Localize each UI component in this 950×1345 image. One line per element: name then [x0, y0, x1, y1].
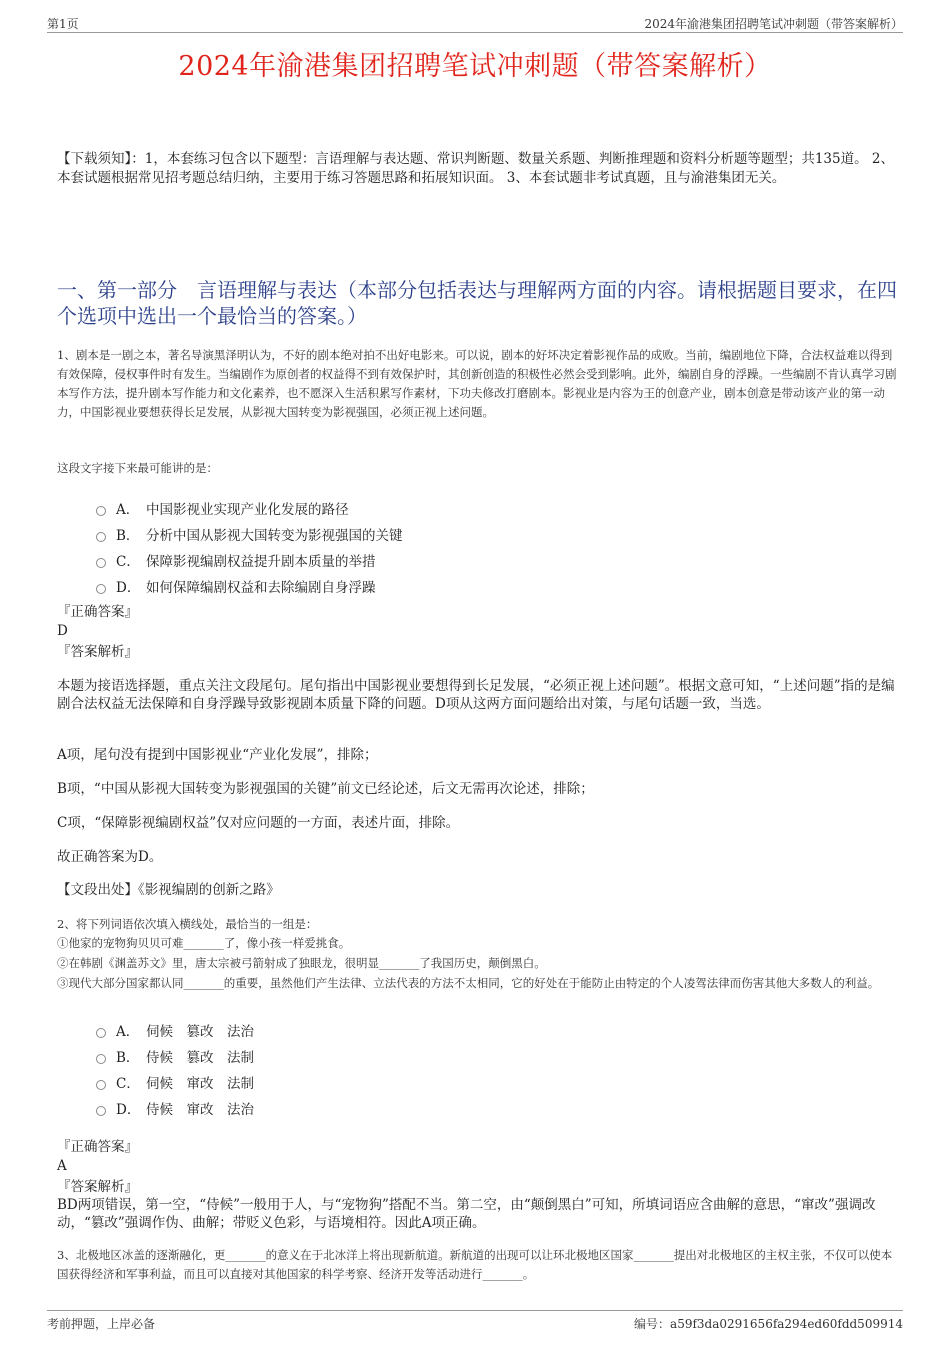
- download-notice: 【下载须知】：1，本套练习包含以下题型：言语理解与表达题、常识判断题、数量关系题、判断推理题和资料分析题等题型；共135道。 2、本套试题根据常见招考题总结归纳，主要用于练习答题思路和拓展知识面。 3、本套试题非考试真题，且与渝港集团无关。: [57, 151, 894, 186]
- page-header: [47, 14, 903, 33]
- radio-icon[interactable]: [96, 584, 106, 594]
- q2-line-2: ②在韩剧《渊盖苏文》里，唐太宗被弓箭射成了独眼龙，很明显_______了我国历史，颠倒黑白。: [57, 956, 546, 970]
- header-doc-title: 2024年渝港集团招聘笔试冲刺题（带答案解析）: [644, 17, 903, 31]
- radio-icon[interactable]: [96, 1028, 106, 1038]
- q1-option-a[interactable]: A． 中国影视业实现产业化发展的路径: [96, 498, 349, 518]
- radio-icon[interactable]: [96, 558, 106, 568]
- radio-icon[interactable]: [96, 1054, 106, 1064]
- radio-icon[interactable]: [96, 506, 106, 516]
- section-heading: 一、第一部分 言语理解与表达（本部分包括表达与理解两方面的内容。请根据题目要求，在四个选项中选出一个最恰当的答案。）: [57, 278, 897, 328]
- radio-icon[interactable]: [96, 1080, 106, 1090]
- q2-answer: A: [57, 1158, 67, 1174]
- q3-stem: 3、北极地区冰盖的逐渐融化，更_______的意义在于北冰洋上将出现新航道。新航道的出现可以让环北极地区国家_______提出对北极地区的主权主张，不仅可以使本国获得经济和军事利益，而且可以直接对其他国家的科学考察、经济开发等活动进行_______。: [57, 1248, 893, 1281]
- q2-option-a[interactable]: A． 伺候 篡改 法治: [96, 1020, 254, 1040]
- q1-stem: 1、剧本是一剧之本，著名导演黑泽明认为，不好的剧本绝对拍不出好电影来。可以说，剧本的好坏决定着影视作品的成败。当前，编剧地位下降，合法权益难以得到有效保障，侵权事件时有发生。当编剧作为原创者的权益得不到有效保护时，其创新创造的积极性必然会受到影响。此外，编剧自身的浮躁。一些编剧不肯认真学习剧本写作方法，提升剧本写作能力和文化素养，也不愿深入生活积累写作素材，下功夫修改打磨剧本。影视业是内容为王的创意产业，剧本创意是带动该产业的第一动力，中国影视业要想获得长足发展，从影视大国转变为影视强国，必须正视上述问题。: [57, 348, 897, 419]
- q1-analysis-para: 本题为接语选择题，重点关注文段尾句。尾句指出中国影视业要想得到长足发展，“必须正视上述问题”。根据文意可知，“上述问题”指的是编剧合法权益无法保障和自身浮躁导致影视剧本质量下降的问题。D项从这两方面问题给出对策，与尾句话题一致，当选。: [57, 678, 895, 712]
- q1-option-d[interactable]: D． 如何保障编剧权益和去除编剧自身浮躁: [96, 576, 376, 596]
- q2-stem: 2、将下列词语依次填入横线处，最恰当的一组是：: [57, 917, 318, 931]
- q2-option-d[interactable]: D． 侍候 窜改 法治: [96, 1098, 254, 1118]
- q1-option-b[interactable]: B． 分析中国从影视大国转变为影视强国的关键: [96, 524, 403, 544]
- q2-option-c[interactable]: C． 伺候 窜改 法制: [96, 1072, 254, 1092]
- q2-analysis: BD两项错误，第一空，“侍候”一般用于人，与“宠物狗”搭配不当。第二空，由“颠倒黑白”可知，所填词语应含曲解的意思，“窜改”强调改动，“篡改”强调作伪、曲解；带贬义色彩，与语境相符。因此A项正确。: [57, 1197, 876, 1231]
- page-footer: [47, 1310, 903, 1331]
- radio-icon[interactable]: [96, 1106, 106, 1116]
- q2-answer-label: 『正确答案』: [57, 1139, 138, 1155]
- page-title: 2024年渝港集团招聘笔试冲刺题（带答案解析）: [178, 51, 772, 82]
- q1-analysis-b: B项，“中国从影视大国转变为影视强国的关键”前文已经论述，后文无需再次论述，排除；: [57, 781, 594, 797]
- q1-analysis-a: A项，尾句没有提到中国影视业“产业化发展”，排除；: [57, 747, 378, 763]
- q1-answer-label: 『正确答案』: [57, 604, 138, 620]
- q1-conclusion: 故正确答案为D。: [57, 849, 163, 865]
- footer-slogan: 考前押题，上岸必备: [47, 1317, 156, 1331]
- q1-analysis-label: 『答案解析』: [57, 644, 138, 660]
- q2-line-3: ③现代大部分国家都认同_______的重要，虽然他们产生法律、立法代表的方法不太相同，它的好处在于能防止由特定的个人凌驾法律而伤害其他大多数人的利益。: [57, 976, 880, 990]
- footer-doc-id: 编号：a59f3da0291656fa294ed60fdd509914: [634, 1317, 903, 1331]
- q1-prompt: 这段文字接下来最可能讲的是：: [57, 461, 218, 475]
- q1-option-c[interactable]: C． 保障影视编剧权益提升剧本质量的举措: [96, 550, 376, 570]
- q1-analysis-c: C项，“保障影视编剧权益”仅对应问题的一方面，表述片面，排除。: [57, 815, 460, 831]
- page-number: 第1页: [47, 17, 79, 31]
- q2-line-1: ①他家的宠物狗贝贝可难_______了，像小孩一样爱挑食。: [57, 936, 351, 950]
- q2-option-b[interactable]: B． 侍候 篡改 法制: [96, 1046, 254, 1066]
- q1-answer: D: [57, 623, 68, 639]
- q2-analysis-label: 『答案解析』: [57, 1179, 138, 1195]
- radio-icon[interactable]: [96, 532, 106, 542]
- q1-source: 【文段出处】《影视编剧的创新之路》: [57, 882, 280, 898]
